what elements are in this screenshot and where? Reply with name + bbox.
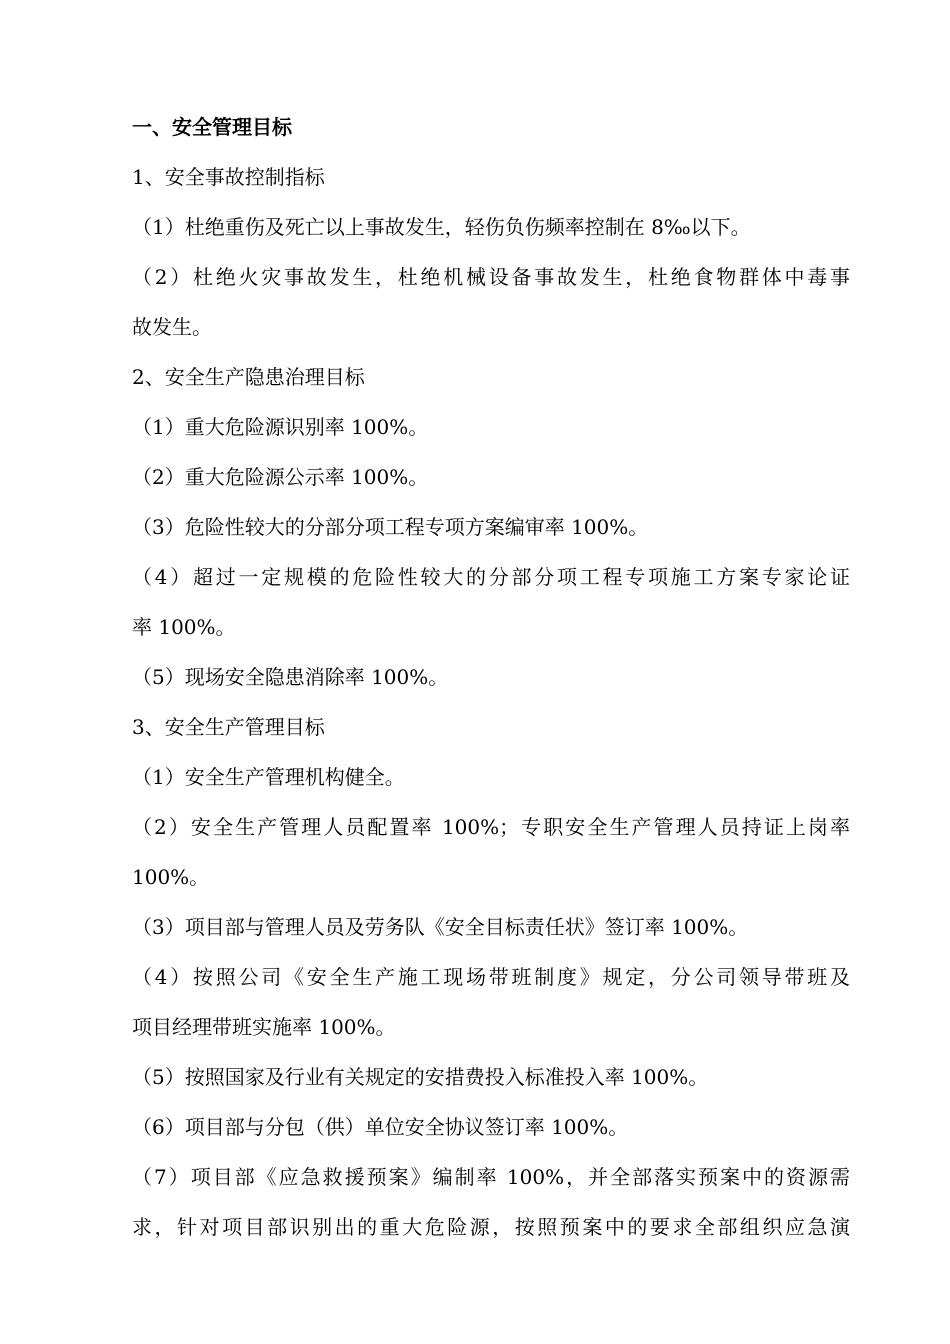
paragraph-line: （3）危险性较大的分部分项工程专项方案编审率 100%。 (132, 515, 649, 539)
paragraph-line: （1）安全生产管理机构健全。 (132, 765, 405, 789)
paragraph-line: （4）按照公司《安全生产施工现场带班制度》规定，分公司领导带班及 (132, 965, 850, 989)
paragraph-line: （2）重大危险源公示率 100%。 (132, 465, 429, 489)
subsection-title: 1、安全事故控制指标 (132, 165, 325, 189)
paragraph-line: （5）现场安全隐患消除率 100%。 (132, 665, 449, 689)
paragraph-line: 故发生。 (132, 315, 212, 339)
paragraph-line: （7）项目部《应急救援预案》编制率 100%，并全部落实预案中的资源需 (132, 1165, 850, 1189)
subsection-title: 3、安全生产管理目标 (132, 715, 325, 739)
paragraph-line: （1）重大危险源识别率 100%。 (132, 415, 429, 439)
paragraph-line: 求，针对项目部识别出的重大危险源，按照预案中的要求全部组织应急演 (132, 1215, 850, 1239)
paragraph-line: （2）安全生产管理人员配置率 100%；专职安全生产管理人员持证上岗率 (132, 815, 850, 839)
paragraph-line: （1）杜绝重伤及死亡以上事故发生，轻伤负伤频率控制在 8‰以下。 (132, 215, 751, 239)
paragraph-line: （3）项目部与管理人员及劳务队《安全目标责任状》签订率 100%。 (132, 915, 749, 939)
paragraph-line: 率 100%。 (132, 615, 236, 639)
paragraph-line: （6）项目部与分包（供）单位安全协议签订率 100%。 (132, 1115, 629, 1139)
paragraph-line: （4）超过一定规模的危险性较大的分部分项工程专项施工方案专家论证 (132, 565, 850, 589)
paragraph-line: （2）杜绝火灾事故发生，杜绝机械设备事故发生，杜绝食物群体中毒事 (132, 265, 850, 289)
paragraph-line: 项目经理带班实施率 100%。 (132, 1015, 396, 1039)
paragraph-line: 100%。 (132, 865, 210, 889)
section-heading: 一、安全管理目标 (132, 115, 292, 139)
document-body (132, 102, 850, 1252)
paragraph-line: （5）按照国家及行业有关规定的安措费投入标准投入率 100%。 (132, 1065, 709, 1089)
subsection-title: 2、安全生产隐患治理目标 (132, 365, 365, 389)
